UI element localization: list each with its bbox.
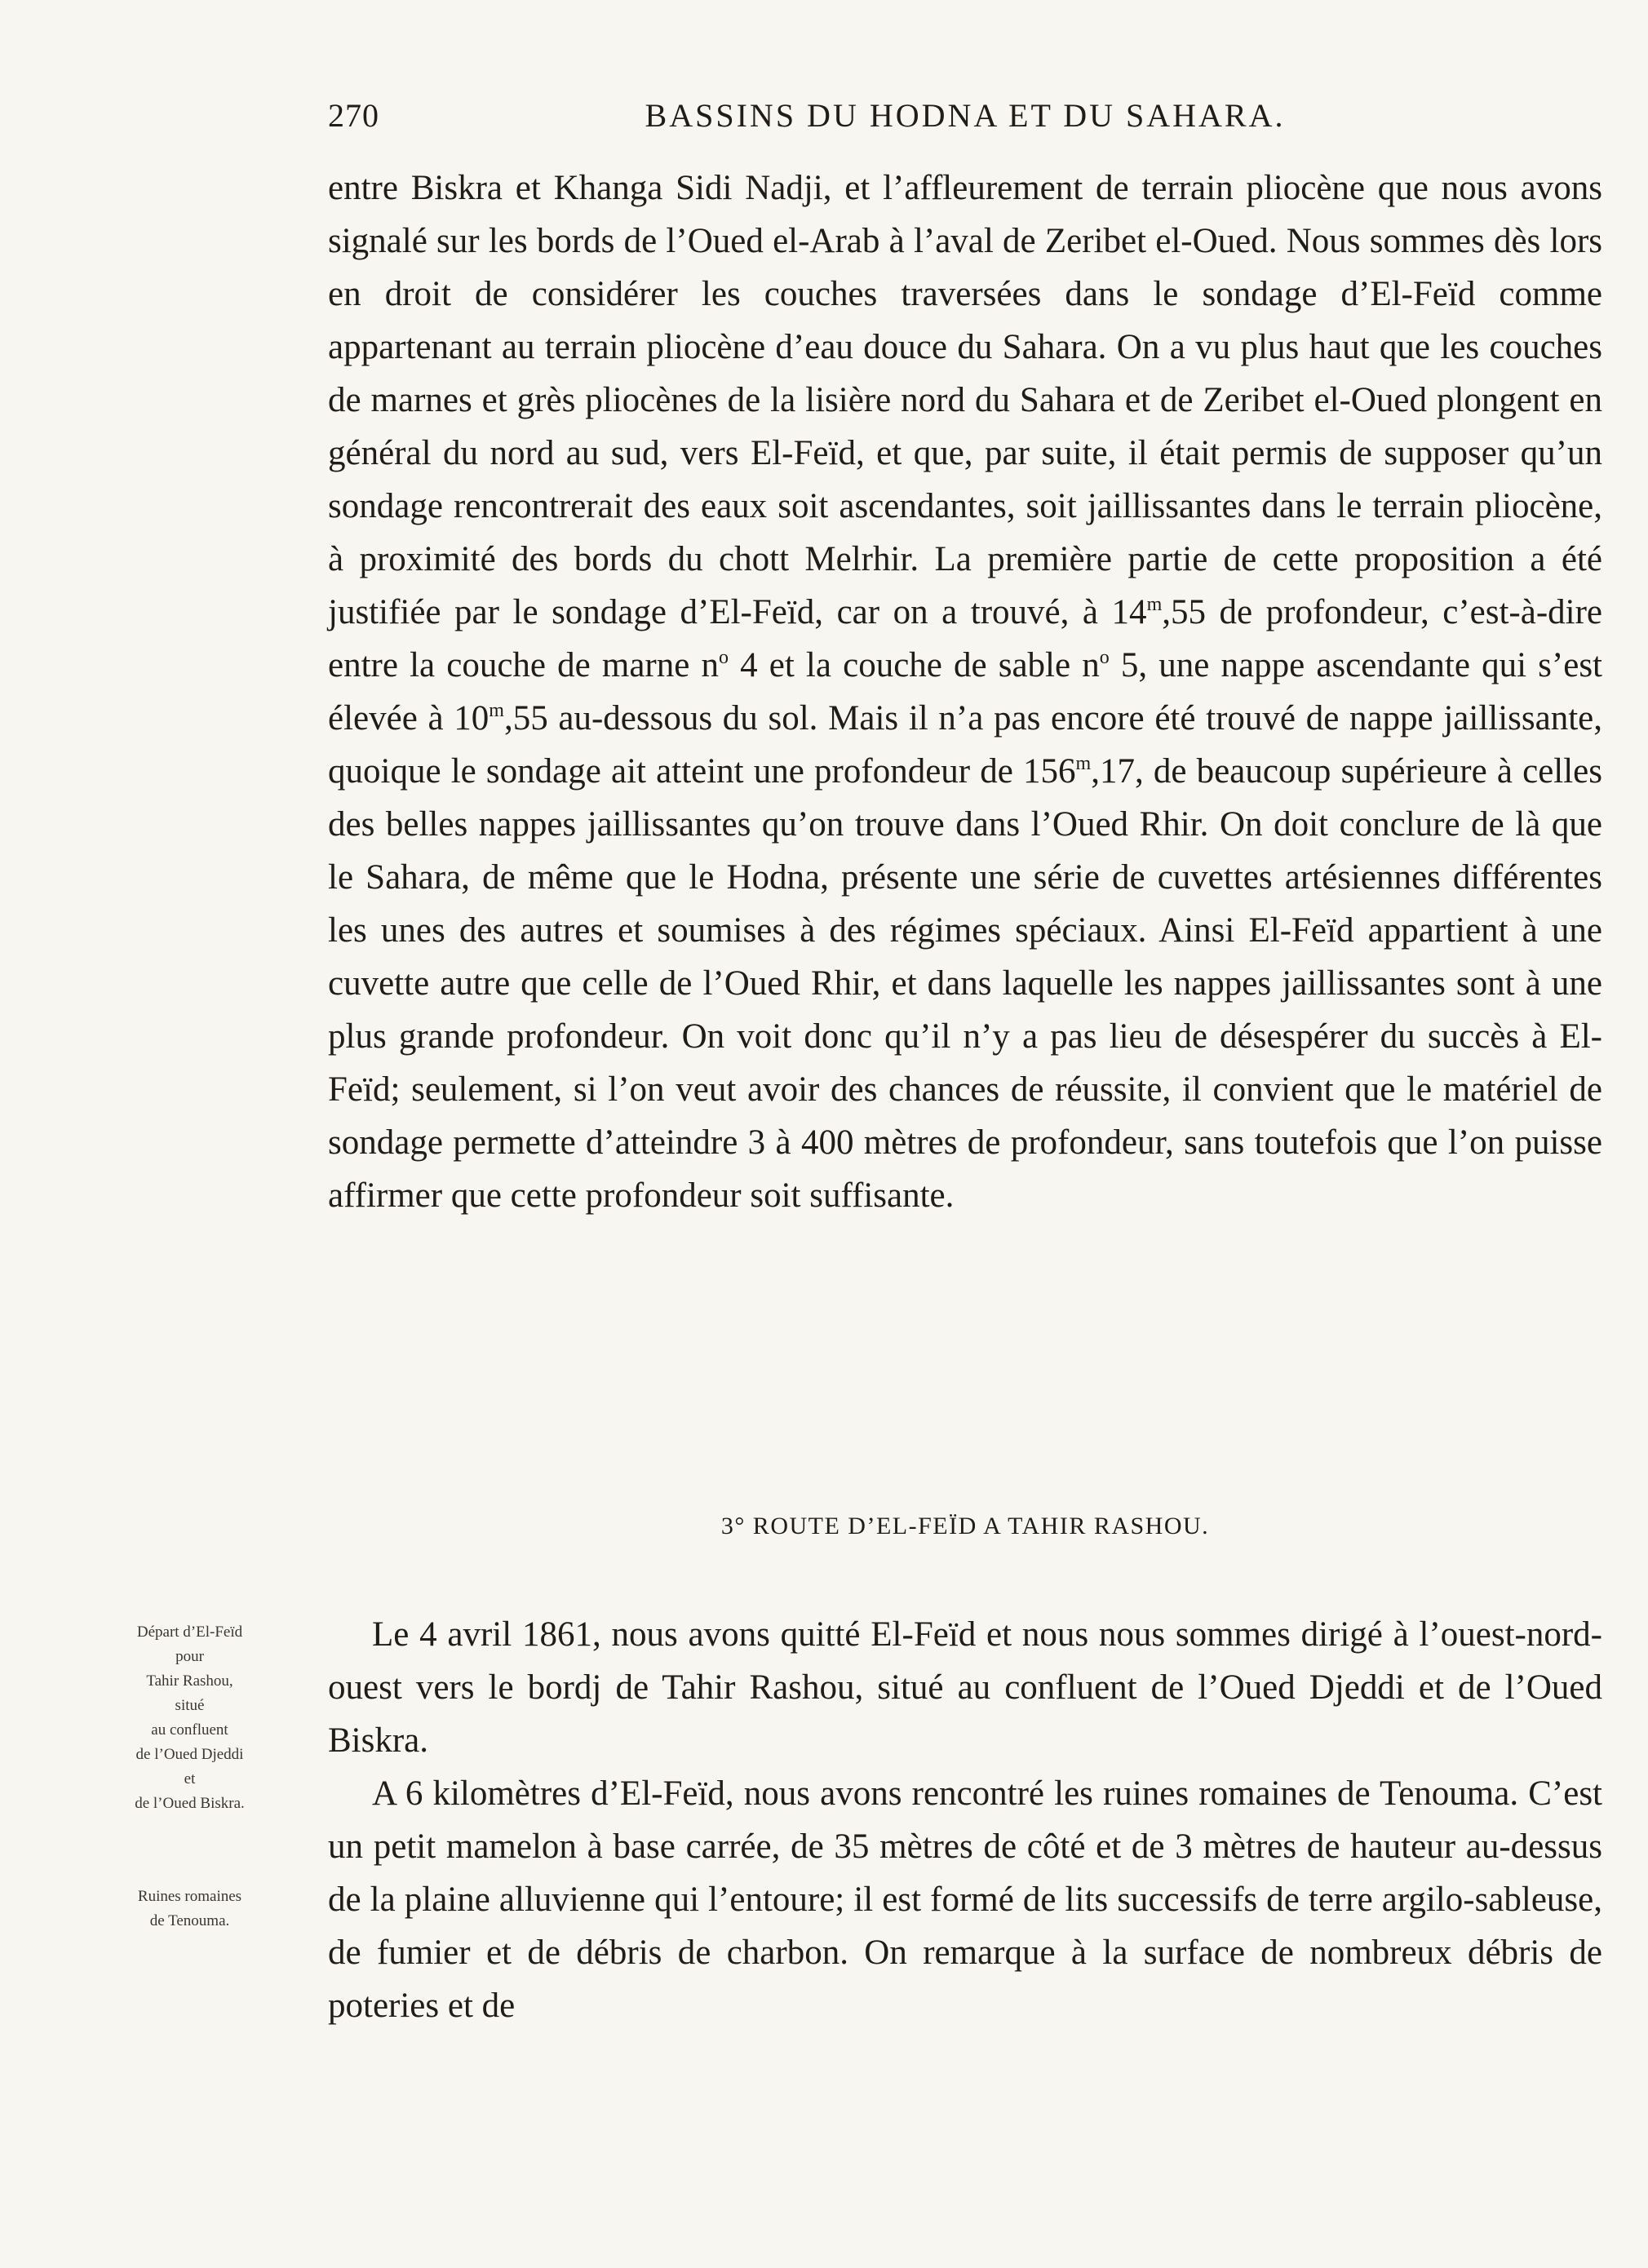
margin-note-line: Ruines romaines	[137, 1888, 242, 1905]
text-run: 5, une nappe ascendante qui s’est élevée à 10	[328, 646, 1602, 738]
superscript: o	[1099, 647, 1110, 668]
running-head: BASSINS DU HODNA ET DU SAHARA.	[645, 97, 1286, 134]
margin-note-line: au confluent	[151, 1721, 228, 1739]
margin-note-line: situé	[175, 1697, 205, 1714]
superscript: m	[1146, 594, 1163, 615]
section-heading: 3° ROUTE D’EL-FEÏD A TAHIR RASHOU.	[720, 1513, 1210, 1539]
text-run: ,17, de beaucoup supérieure à celles des belles nappes jaillissantes qu’on trouve dans l’Oued Rhir. On doit conclure de là que le Sahara, de même que le Hodna, présente une série de cuvettes artésiennes différentes les unes des autres et soumises à des régimes spéciaux. Ainsi El-Feïd appartient à une cuvette autre que celle de l’Oued Rhir, et dans laquelle les nappes jaillissantes sont à une plus grande profondeur. On voit donc qu’il n’y a pas lieu de désespérer du succès à El-Feïd; seulement, si l’on veut avoir des chances de réussite, il convient que le matériel de sondage permette d’atteindre 3 à 400 mètres de profondeur, sans toutefois que l’on puisse affirmer que cette profondeur soit suffisante.	[328, 752, 1602, 1215]
margin-note-line: pour	[175, 1648, 204, 1665]
margin-note-line: de l’Oued Biskra.	[135, 1795, 245, 1812]
paragraph-continued	[328, 162, 1602, 1222]
margin-note-line: de l’Oued Djeddi	[135, 1746, 244, 1763]
text-run: entre Biskra et Khanga Sidi Nadji, et l’affleurement de terrain pliocène que nous avons signalé sur les bords de l’Oued el-Arab à l’aval de Zeribet el-Oued. Nous sommes dès lors en droit de considérer les couches traversées dans le sondage d’El-Feïd comme appartenant au terrain pliocène d’eau douce du Sahara. On a vu plus haut que les couches de marnes et grès pliocènes de la lisière nord du Sahara et de Zeribet el-Oued plongent en général du nord au sud, vers El-Feïd, et que, par suite, il était permis de supposer qu’un sondage rencontrerait des eaux soit ascendantes, soit jaillissantes dans le terrain pliocène, à proximité des bords du chott Melrhir. La première partie de cette proposition a été justifiée par le sondage d’El-Feïd, car on a trouvé, à 14	[328, 169, 1602, 631]
margin-note-line: et	[184, 1770, 196, 1787]
margin-note-departure	[73, 1620, 306, 1816]
main-text-bottom	[328, 1608, 1602, 2032]
paragraph-departure: Le 4 avril 1861, nous avons quitté El-Feïd et nous nous sommes dirigé à l’ouest-nord-ouest vers le bordj de Tahir Rashou, situé au confluent de l’Oued Djeddi et de l’Oued Biskra.	[328, 1615, 1602, 1760]
paragraph-tenouma: A 6 kilomètres d’El-Feïd, nous avons rencontré les ruines romaines de Tenouma. C’est un petit mamelon à base carrée, de 35 mètres de côté et de 3 mètres de hauteur au-dessus de la plaine alluvienne qui l’entoure; il est formé de lits successifs de terre argilo-sableuse, de fumier et de débris de charbon. On remarque à la surface de nombreux débris de poteries et de	[328, 1774, 1602, 2025]
margin-note-line: Départ d’El-Feïd	[136, 1623, 243, 1641]
text-run: ,55 au-dessous du sol. Mais il n’a pas encore été trouvé de nappe jaillissante, quoique le sondage ait atteint une profondeur de 156	[328, 699, 1602, 791]
margin-note-line: de Tenouma.	[149, 1912, 230, 1929]
superscript: o	[718, 647, 729, 668]
superscript: m	[1075, 753, 1092, 774]
margin-note-ruins	[73, 1885, 306, 1934]
page-number: 270	[328, 97, 379, 134]
text-run: ,55 de profondeur, c’est-à-dire entre la couche de marne n	[328, 593, 1603, 684]
text-run: 4 et la couche de sable n	[728, 646, 1100, 684]
page-header	[328, 96, 1602, 145]
margin-note-line: Tahir Rashou,	[146, 1672, 233, 1690]
main-text-top	[328, 162, 1602, 1222]
superscript: m	[489, 700, 504, 721]
